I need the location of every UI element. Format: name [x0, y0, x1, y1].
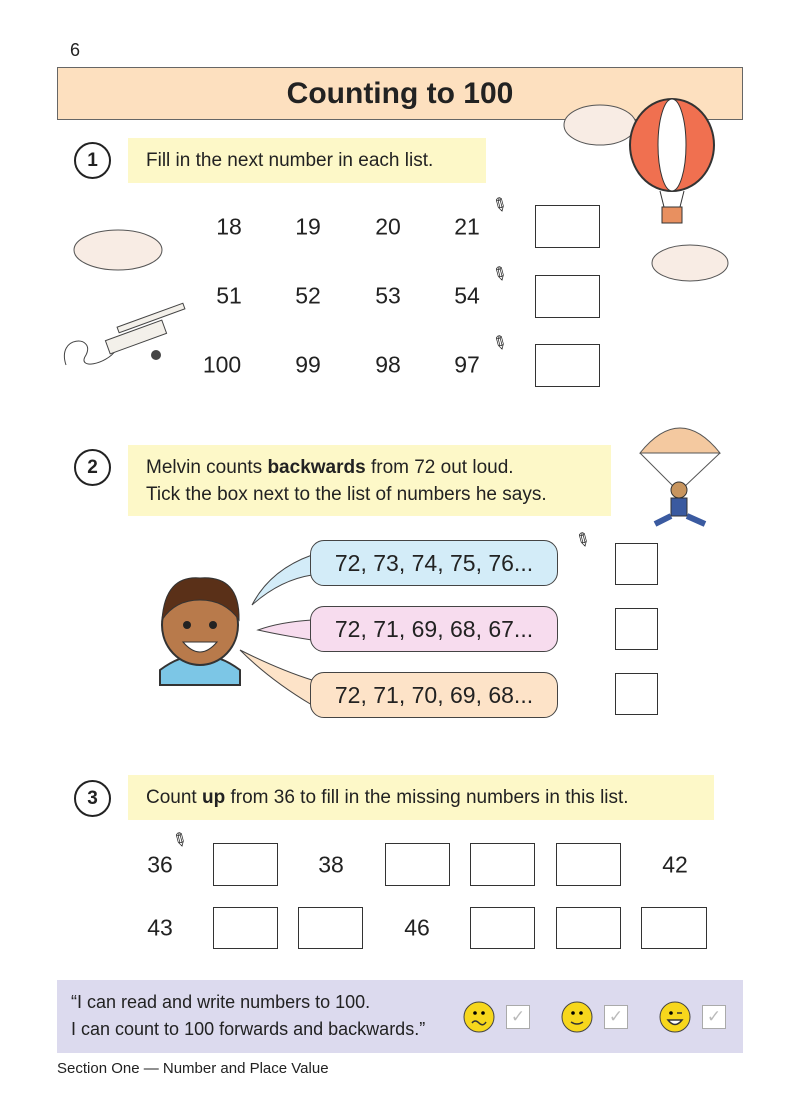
- question-2-instruction: [128, 445, 611, 516]
- cloud-icon: [564, 105, 636, 145]
- biplane-illustration: [56, 295, 186, 375]
- self-check-box[interactable]: ✓: [702, 1005, 726, 1029]
- text: Melvin counts: [146, 457, 268, 478]
- sequence-number: 52: [295, 282, 321, 309]
- sequence-number: 99: [295, 351, 321, 378]
- sequence-number: 38: [318, 851, 344, 878]
- sequence-number: 20: [375, 213, 401, 240]
- option-bubble: 72, 71, 69, 68, 67...: [310, 606, 558, 652]
- hot-air-balloon-illustration: [560, 95, 740, 295]
- parachutist-illustration: [635, 418, 725, 528]
- answer-box[interactable]: [470, 843, 535, 886]
- answer-box[interactable]: [298, 907, 363, 949]
- option-bubble: 72, 73, 74, 75, 76...: [310, 540, 558, 586]
- sequence-number: 98: [375, 351, 401, 378]
- answer-box[interactable]: [213, 843, 278, 886]
- answer-box[interactable]: [556, 843, 621, 886]
- sequence-number: 53: [375, 282, 401, 309]
- pencil-icon: ✎: [488, 192, 512, 218]
- sequence-number: 21: [454, 213, 480, 240]
- answer-box[interactable]: [385, 843, 450, 886]
- sequence-number: 18: [216, 213, 242, 240]
- page-title: Counting to 100: [57, 67, 743, 120]
- tick-box[interactable]: [615, 608, 658, 650]
- answer-box[interactable]: [535, 344, 600, 387]
- text: from 72 out loud.: [365, 457, 514, 478]
- question-3-number: 3: [74, 780, 111, 817]
- question-1-number: 1: [74, 142, 111, 179]
- sequence-number: 51: [216, 282, 242, 309]
- answer-box[interactable]: [535, 275, 600, 318]
- option-bubble: 72, 71, 70, 69, 68...: [310, 672, 558, 718]
- sequence-number: 54: [454, 282, 480, 309]
- answer-box[interactable]: [535, 205, 600, 248]
- speech-bubble-tails: [230, 540, 320, 710]
- winking-face-icon: [659, 1001, 691, 1033]
- question-3-instruction: [128, 775, 714, 820]
- self-assessment-strip: [57, 980, 743, 1053]
- answer-box[interactable]: [641, 907, 707, 949]
- text: Count: [146, 787, 202, 808]
- worried-face-icon: [463, 1001, 495, 1033]
- sequence-number: 46: [404, 914, 430, 941]
- cloud-icon: [652, 245, 728, 281]
- tick-box[interactable]: [615, 543, 658, 585]
- text: from 36 to fill in the missing numbers in this list.: [225, 787, 629, 808]
- question-1-instruction: Fill in the next number in each list.: [128, 138, 486, 183]
- statement-line: “I can read and write numbers to 100.: [71, 992, 371, 1012]
- neutral-smile-icon: [561, 1001, 593, 1033]
- answer-box[interactable]: [213, 907, 278, 949]
- page-number: 6: [70, 40, 81, 60]
- pencil-icon: ✎: [488, 330, 512, 356]
- sequence-number: 100: [202, 351, 242, 378]
- pencil-icon: ✎: [488, 261, 512, 287]
- question-2-number: 2: [74, 449, 111, 486]
- statement-line: I can count to 100 forwards and backwards.”: [71, 1019, 426, 1039]
- emphasis: up: [201, 787, 226, 808]
- sequence-number: 42: [662, 851, 688, 878]
- pencil-icon: ✎: [168, 827, 192, 853]
- answer-box[interactable]: [470, 907, 535, 949]
- self-check-box[interactable]: ✓: [604, 1005, 628, 1029]
- sequence-number: 97: [454, 351, 480, 378]
- pencil-icon: ✎: [571, 527, 595, 553]
- tick-box[interactable]: [615, 673, 658, 715]
- text: Tick the box next to the list of numbers he says.: [146, 484, 547, 505]
- emphasis: backwards: [267, 457, 366, 478]
- sequence-number: 36: [147, 851, 173, 878]
- self-check-box[interactable]: ✓: [506, 1005, 530, 1029]
- sequence-number: 43: [147, 914, 173, 941]
- section-footer: Section One — Number and Place Value: [57, 1060, 329, 1077]
- answer-box[interactable]: [556, 907, 621, 949]
- sequence-number: 19: [295, 213, 321, 240]
- cloud-icon: [70, 222, 170, 282]
